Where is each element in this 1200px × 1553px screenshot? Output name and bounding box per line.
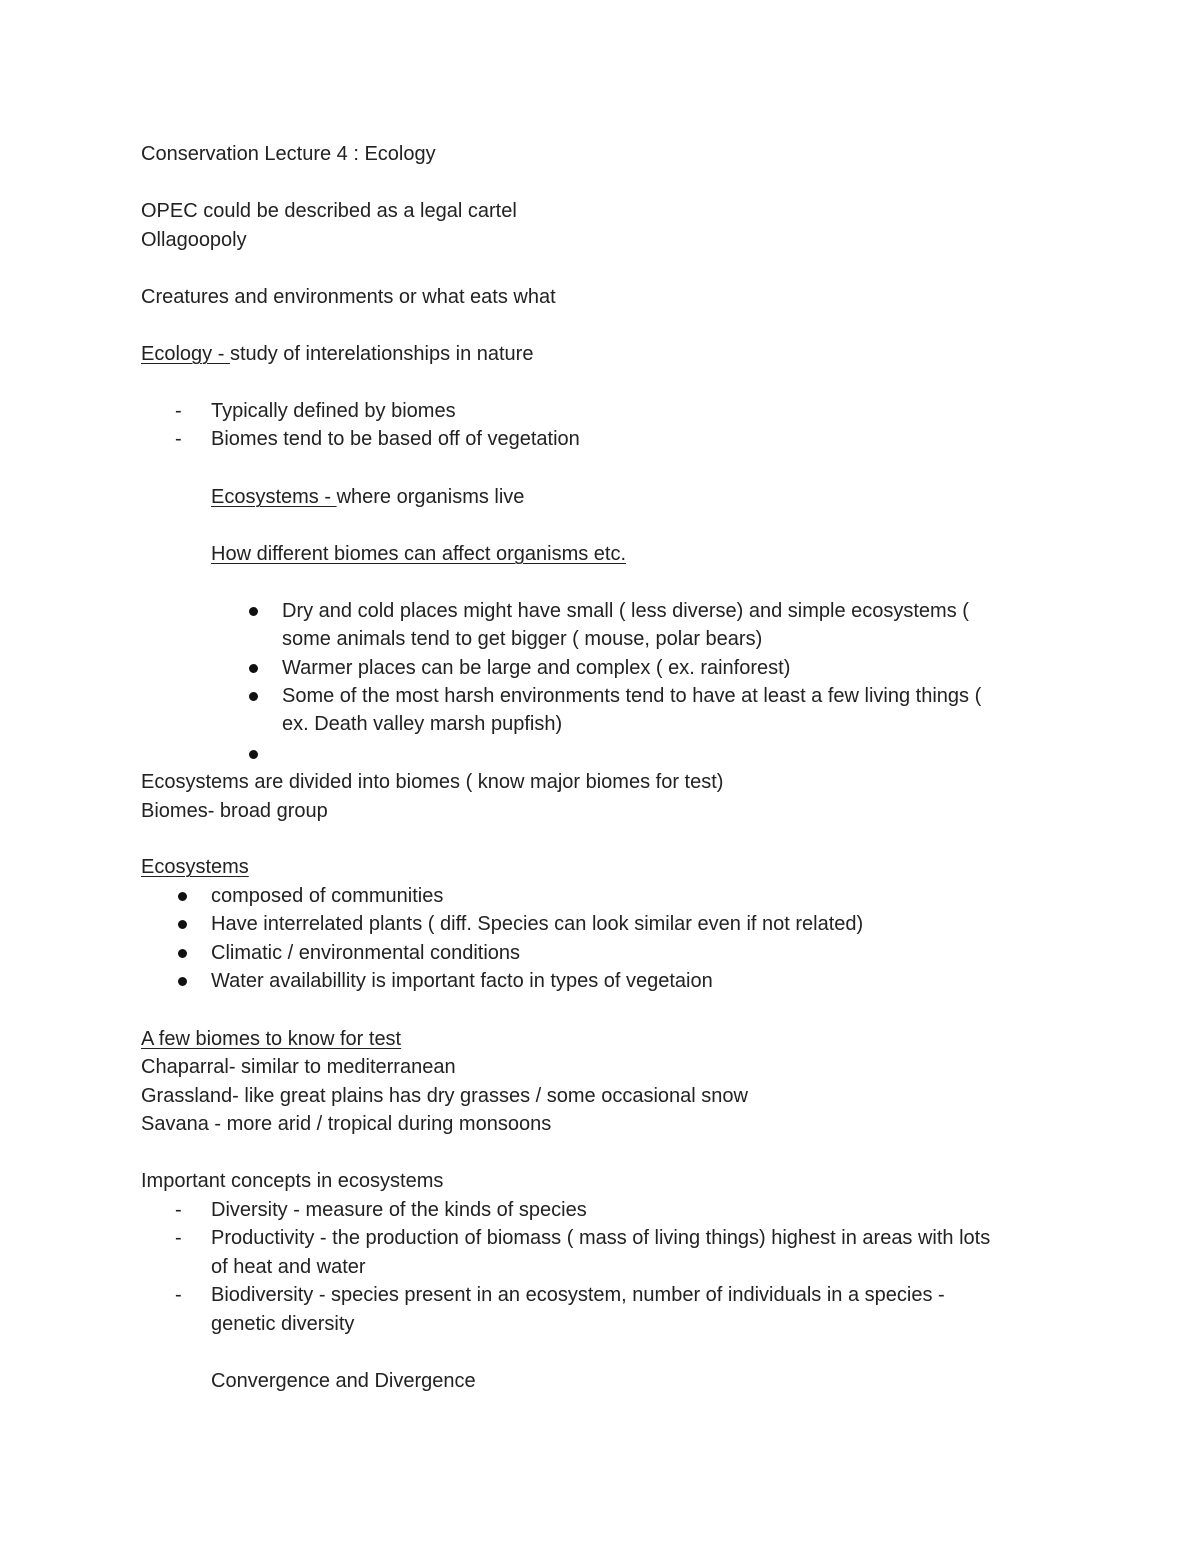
ecosystems-definition: [211, 483, 524, 511]
list-item: Some of the most harsh environments tend to have at least a few living things (: [282, 685, 982, 707]
list-item-continued: some animals tend to get bigger ( mouse, polar bears): [282, 628, 763, 650]
subheading-how-different: How different biomes can affect organisms etc.: [211, 543, 627, 565]
list-item: Have interrelated plants ( diff. Species can look similar even if not related): [211, 913, 864, 935]
text-line-important-concepts: Important concepts in ecosystems: [141, 1170, 444, 1192]
text-line-biomes-broad: Biomes- broad group: [141, 800, 328, 822]
ecology-term: Ecology -: [141, 343, 230, 365]
bullet-dot: [178, 949, 187, 958]
list-item: Diversity - measure of the kinds of species: [211, 1199, 587, 1221]
list-item: Typically defined by biomes: [211, 400, 456, 422]
list-item: Climatic / environmental conditions: [211, 942, 521, 964]
few-biomes-heading: A few biomes to know for test: [141, 1028, 402, 1050]
list-item: Water availabillity is important facto in types of vegetaion: [211, 970, 713, 992]
list-item: Productivity - the production of biomass ( mass of living things) highest in areas with lots: [211, 1227, 991, 1249]
bullet-dot: [249, 664, 258, 673]
bullet-dot: [249, 692, 258, 701]
list-item: Dry and cold places might have small ( less diverse) and simple ecosystems (: [282, 600, 969, 622]
dash-bullet: -: [175, 1227, 182, 1249]
list-item: Biodiversity - species present in an ecosystem, number of individuals in a species -: [211, 1284, 945, 1306]
ecology-def: study of interelationships in nature: [229, 343, 534, 365]
ecosystems-heading: Ecosystems: [141, 856, 249, 878]
text-line-ollagoopoly: Ollagoopoly: [141, 229, 247, 251]
bullet-dot: [249, 607, 258, 616]
text-line-creatures: Creatures and environments or what eats what: [141, 286, 556, 308]
list-item-continued: genetic diversity: [211, 1313, 355, 1335]
dash-bullet: -: [175, 1199, 182, 1221]
list-item-continued: of heat and water: [211, 1256, 366, 1278]
text-line-convergence: Convergence and Divergence: [211, 1370, 476, 1392]
text-line-opec: OPEC could be described as a legal cartel: [141, 200, 517, 222]
text-line-chaparral: Chaparral- similar to mediterranean: [141, 1056, 456, 1078]
text-line-grassland: Grassland- like great plains has dry grasses / some occasional snow: [141, 1085, 748, 1107]
dash-bullet: -: [175, 428, 182, 450]
bullet-dot: [178, 920, 187, 929]
list-item: Warmer places can be large and complex ( ex. rainforest): [282, 657, 791, 679]
document-title: Conservation Lecture 4 : Ecology: [141, 143, 436, 165]
text-line-divided: Ecosystems are divided into biomes ( know major biomes for test): [141, 771, 724, 793]
ecosystems-def: where organisms live: [336, 486, 525, 508]
text-line-savana: Savana - more arid / tropical during monsoons: [141, 1113, 552, 1135]
bullet-dot: [178, 892, 187, 901]
bullet-dot-empty: [249, 750, 258, 759]
dash-bullet: -: [175, 400, 182, 422]
list-item: Biomes tend to be based off of vegetation: [211, 428, 580, 450]
list-item: composed of communities: [211, 885, 444, 907]
ecosystems-term: Ecosystems -: [211, 486, 337, 508]
dash-bullet: -: [175, 1284, 182, 1306]
list-item-continued: ex. Death valley marsh pupfish): [282, 713, 563, 735]
bullet-dot: [178, 977, 187, 986]
ecology-definition: [141, 340, 533, 368]
